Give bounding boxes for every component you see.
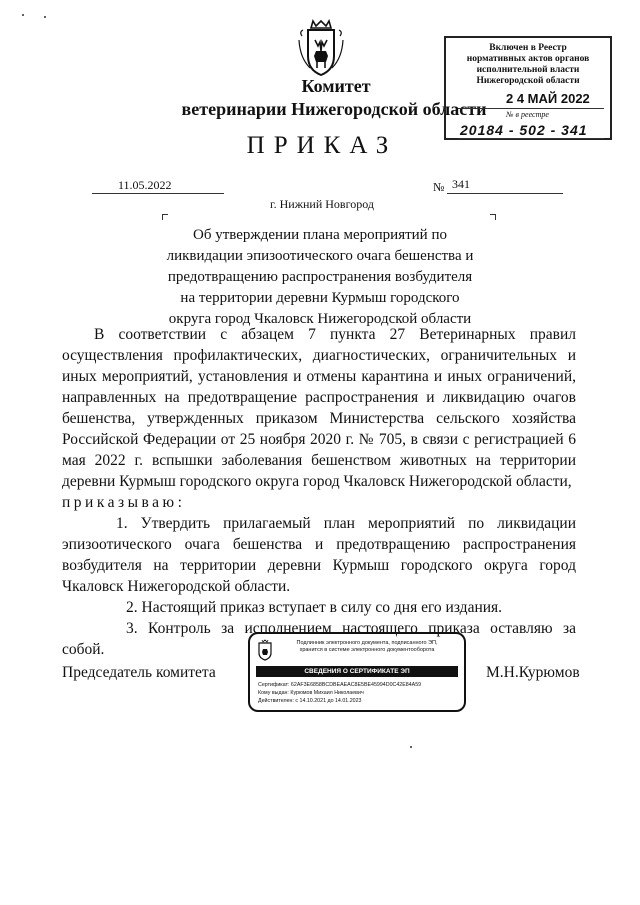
- subject-line: округа город Чкаловск Нижегородской области: [168, 311, 472, 327]
- subject-line: ликвидации эпизоотического очага бешенства и: [166, 248, 474, 264]
- subject-line: Об утверждении плана мероприятий по: [192, 227, 447, 243]
- order-word: приказываю:: [62, 494, 186, 511]
- document-subject: [150, 225, 490, 330]
- document-date: 11.05.2022: [118, 178, 172, 192]
- signer-name: М.Н.Курюмов: [486, 664, 580, 681]
- order-item-3: 3. Контроль за исполнением настоящего приказа оставляю за собой.: [62, 620, 576, 658]
- org-name-line2: ветеринарии Нижегородской области: [181, 99, 487, 119]
- e-signature-stamp: [248, 632, 466, 712]
- subject-line: предотвращению распространения возбудителя: [167, 269, 473, 285]
- subject-line: на территории деревни Курмыш городского: [180, 290, 460, 306]
- org-name-line1: Комитет: [301, 76, 371, 96]
- order-item-1: 1. Утвердить прилагаемый план мероприятий по ликвидации эпизоотического очага бешенства и предотвращению распространения возбудителя на территории деревни Курмыш городского округа город Чкаловск Нижегородской области.: [62, 515, 576, 595]
- document-city: г. Нижний Новгород: [270, 197, 374, 211]
- date-underline: [92, 193, 224, 194]
- e-signature-validity: Действителен: с 14.10.2021 до 14.01.2023: [258, 698, 362, 704]
- number-label: №: [433, 180, 445, 194]
- number-underline: [447, 193, 563, 194]
- stamp-divider: [458, 108, 604, 109]
- signer-title: Председатель комитета: [62, 664, 216, 681]
- e-signature-cert: Сертификат: 62AF3E6858BCDBEAEAC8E5BE45994D0C42E84A59: [258, 682, 422, 688]
- subject-corner-right: [490, 214, 496, 220]
- subject-corner-left: [162, 214, 168, 220]
- stamp-line4: Нижегородской области: [476, 76, 580, 86]
- e-signature-note-line2: хранится в системе электронного документооборота: [299, 647, 435, 653]
- stamp-line1: Включен в Реестр: [489, 43, 567, 53]
- coat-of-arms-icon: [256, 639, 274, 661]
- order-item-2: 2. Настоящий приказ вступает в силу со дня его издания.: [126, 599, 503, 616]
- scan-speck: [410, 746, 412, 748]
- scan-speck: [22, 14, 24, 16]
- document-body: [62, 324, 576, 660]
- stamp-line3: исполнительной власти: [476, 65, 580, 75]
- coat-of-arms-emblem: [296, 18, 346, 78]
- registry-stamp: [444, 36, 612, 140]
- e-signature-note-line1: Подлинник электронного документа, подписанного ЭП,: [296, 640, 438, 646]
- e-signature-owner: Кому выдан: Курюмов Михаил Николаевич: [258, 690, 364, 696]
- document-number: 341: [452, 177, 470, 191]
- e-signature-header: СВЕДЕНИЯ О СЕРТИФИКАТЕ ЭП: [256, 666, 458, 677]
- document-type-title: ПРИКАЗ: [246, 132, 398, 159]
- stamp-date: 2 4 МАЙ 2022: [506, 91, 590, 106]
- stamp-reg-number: 20184 - 502 - 341: [460, 122, 588, 138]
- stamp-reg-label: № в реестре: [506, 110, 549, 119]
- stamp-line2: нормативных актов органов: [466, 54, 590, 64]
- preamble-paragraph: В соответствии с абзацем 7 пункта 27 Ветеринарных правил осуществления профилактических, диагностических, ограничительных и иных мероприятий, установления и отмены карантина и иных ограничений, направленных на предотвращение распространения и ликвидацию очагов бешенства, утвержденных приказом Министерства сельского хозяйства Российской Федерации от 25 ноября 2020 г. № 705, в связи с регистрацией 6 мая 2022 г. вспышки заболевания бешенством животных на территории деревни Курмыш городского округа город Чкаловск Нижегородской области,: [62, 326, 576, 490]
- stamp-divider: [458, 138, 604, 139]
- scan-speck: [44, 16, 46, 18]
